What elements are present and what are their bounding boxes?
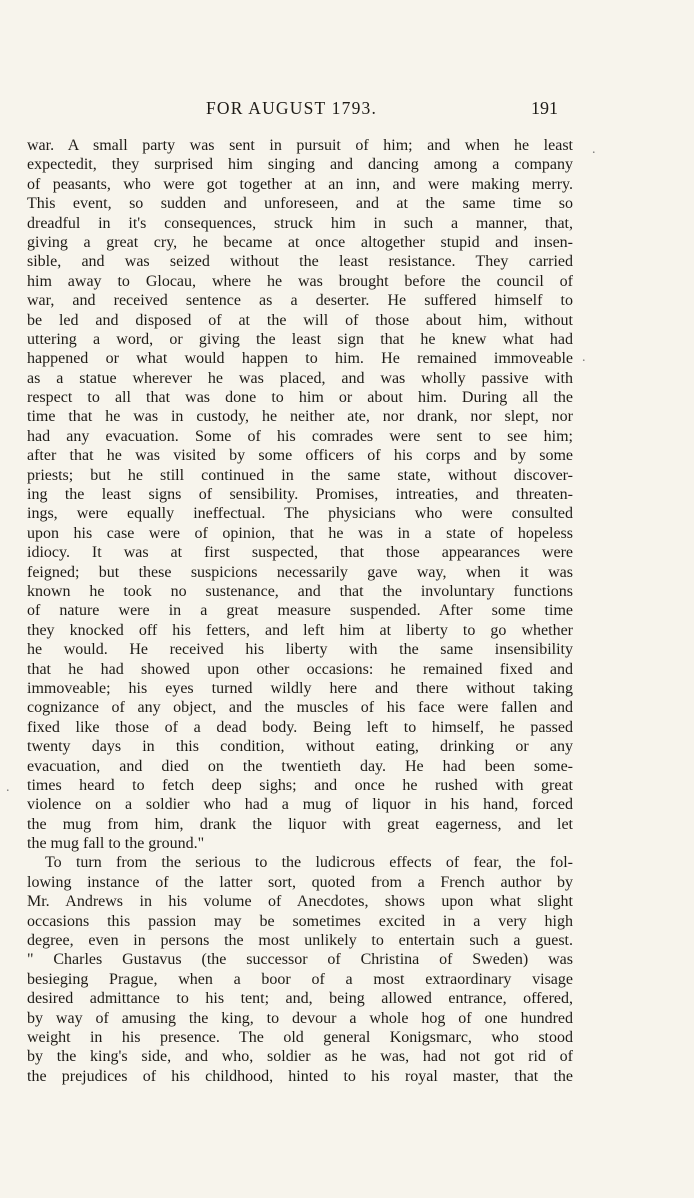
page-number: 191: [531, 98, 558, 118]
text-line: the prejudices of his childhood, hinted to his royal master, that the: [27, 1067, 573, 1085]
text-line: by way of amusing the king, to devour a whole hog of one hundred: [27, 1009, 573, 1027]
text-line: lowing instance of the latter sort, quoted from a French author by: [27, 873, 573, 891]
text-line: be led and disposed of at the will of those about him, without: [27, 311, 573, 329]
text-line: To turn from the serious to the ludicrous effects of fear, the fol-: [45, 854, 573, 872]
text-line: Mr. Andrews in his volume of Anecdotes, shows upon what slight: [27, 893, 573, 911]
text-line: violence on a soldier who had a mug of liquor in his hand, forced: [27, 796, 573, 814]
text-line: as a statue wherever he was placed, and was wholly passive with: [27, 369, 573, 387]
text-line: the mug fall to the ground.": [27, 835, 205, 853]
text-line: times heard to fetch deep sighs; and once he rushed with great: [27, 776, 573, 794]
body-text: [27, 136, 573, 1086]
text-line: known he took no sustenance, and that the involuntary functions: [27, 582, 573, 600]
text-line: had any evacuation. Some of his comrades were sent to see him;: [27, 427, 573, 445]
text-line: after that he was visited by some officers of his corps and by some: [27, 447, 573, 465]
text-line: desired admittance to his tent; and, being allowed entrance, offered,: [27, 990, 573, 1008]
margin-speck: .: [592, 142, 596, 157]
text-line: time that he was in custody, he neither ate, nor drank, nor slept, nor: [27, 408, 573, 426]
margin-speck: .: [6, 780, 10, 795]
text-line: that he had showed upon other occasions: he remained fixed and: [27, 660, 573, 678]
text-line: occasions this passion may be sometimes excited in a very high: [27, 912, 573, 930]
text-line: twenty days in this condition, without eating, drinking or any: [27, 738, 573, 756]
text-line: sible, and was seized without the least resistance. They carried: [27, 253, 573, 271]
text-line: This event, so sudden and unforeseen, and at the same time so: [27, 195, 573, 213]
text-line: respect to all that was done to him or about him. During all the: [27, 389, 573, 407]
text-line: upon his case were of opinion, that he was in a state of hopeless: [27, 524, 573, 542]
text-line: priests; but he still continued in the same state, without discover-: [27, 466, 573, 484]
text-line: of peasants, who were got together at an inn, and were making merry.: [27, 175, 573, 193]
text-line: besieging Prague, when a boor of a most extraordinary visage: [27, 970, 573, 988]
text-line: idiocy. It was at first suspected, that those appearances were: [27, 544, 573, 562]
text-line: degree, even in persons the most unlikely to entertain such a guest.: [27, 932, 573, 950]
text-line: ings, were equally ineffectual. The physicians who were consulted: [27, 505, 573, 523]
text-line: weight in his presence. The old general Konigsmarc, who stood: [27, 1028, 573, 1046]
text-line: evacuation, and died on the twentieth day. He had been some-: [27, 757, 573, 775]
text-line: " Charles Gustavus (the successor of Christina of Sweden) was: [27, 951, 573, 969]
text-line: fixed like those of a dead body. Being left to himself, he passed: [27, 718, 573, 736]
text-line: feigned; but these suspicions necessarily gave way, when it was: [27, 563, 573, 581]
text-line: uttering a word, or giving the least sign that he knew what had: [27, 330, 573, 348]
text-line: ing the least signs of sensibility. Promises, intreaties, and threaten-: [27, 486, 573, 504]
text-line: the mug from him, drank the liquor with great eagerness, and let: [27, 815, 573, 833]
text-line: they knocked off his fetters, and left him at liberty to go whether: [27, 621, 573, 639]
text-line: cognizance of any object, and the muscles of his face were fallen and: [27, 699, 573, 717]
text-line: happened or what would happen to him. He remained immoveable: [27, 350, 573, 368]
margin-speck: .: [582, 350, 586, 365]
running-head-title: FOR AUGUST 1793.: [206, 98, 378, 118]
text-line: war. A small party was sent in pursuit of him; and when he least: [27, 137, 573, 154]
text-line: war, and received sentence as a deserter. He suffered himself to: [27, 292, 573, 310]
text-line: immoveable; his eyes turned wildly here and there without taking: [27, 679, 573, 697]
text-line: by the king's side, and who, soldier as he was, had not got rid of: [27, 1048, 573, 1066]
text-line: giving a great cry, he became at once altogether stupid and insen-: [27, 233, 573, 251]
text-line: expectedit, they surprised him singing and dancing among a company: [27, 156, 573, 174]
running-head: [0, 96, 694, 120]
text-line: him away to Glocau, where he was brought before the council of: [27, 272, 573, 290]
text-line: dreadful in it's consequences, struck him in such a manner, that,: [27, 214, 573, 232]
text-line: he would. He received his liberty with the same insensibility: [27, 641, 573, 659]
text-line: of nature were in a great measure suspended. After some time: [27, 602, 573, 620]
